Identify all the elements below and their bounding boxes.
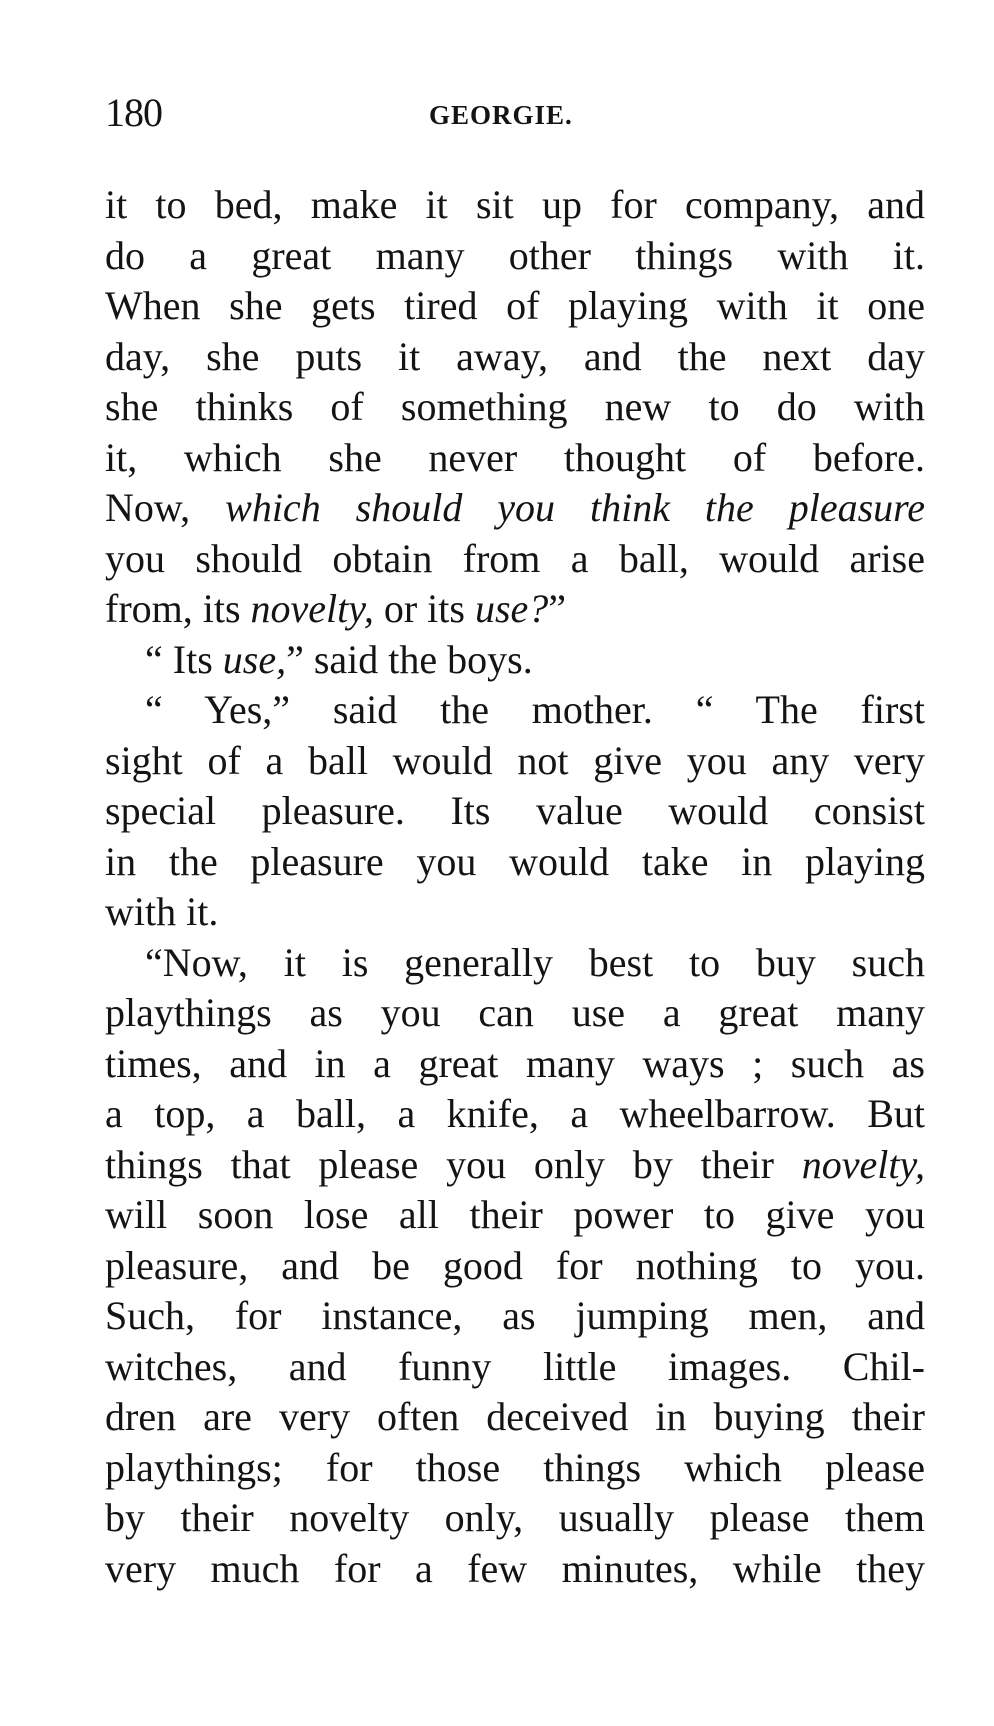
running-head: GEORGIE. (429, 100, 573, 130)
text-line: “ Yes,” said the mother. “ The first (145, 687, 925, 732)
text-line: “Now, it is generally best to buy such (145, 939, 925, 985)
text-line: a top, a ball, a knife, a wheelbarrow. But (105, 1091, 925, 1136)
text-line: sight of a ball would not give you any very (105, 737, 925, 783)
italic-text-run: novelty, (250, 586, 374, 631)
text-line: When she gets tired of playing with it one (105, 283, 925, 328)
text-run: ” (548, 586, 567, 631)
text-line: you should obtain from a ball, would arise (105, 535, 925, 581)
text-line: special pleasure. Its value would consist (105, 788, 925, 833)
text-run: Now, (105, 485, 226, 530)
italic-text-run: use? (474, 586, 549, 631)
text-line: witches, and funny little images. Chil- (105, 1343, 925, 1389)
text-line (105, 1140, 925, 1191)
page-number: 180 (105, 90, 162, 135)
text-line: with it. (105, 889, 219, 934)
text-line: in the pleasure you would take in playing (105, 838, 925, 884)
text-line (105, 483, 925, 534)
italic-text-run: novelty, (801, 1141, 925, 1187)
text-line: pleasure, and be good for nothing to you. (105, 1242, 925, 1288)
text-run: or its (373, 586, 475, 631)
body-text (105, 180, 925, 1594)
text-line: dren are very often deceived in buying their (105, 1394, 925, 1439)
text-line: do a great many other things with it. (105, 232, 925, 278)
text-run: things that please you only by their (105, 1141, 802, 1187)
text-line: by their novelty only, usually please them (105, 1495, 925, 1540)
text-run: ” said the boys. (286, 636, 533, 682)
text-line: playthings; for those things which please (105, 1444, 925, 1490)
text-line: will soon lose all their power to give you (105, 1192, 925, 1237)
text-line: day, she puts it away, and the next day (105, 333, 925, 379)
text-line (105, 635, 925, 686)
text-line: very much for a few minutes, while they (105, 1545, 925, 1591)
text-line (105, 584, 925, 635)
text-line: Such, for instance, as jumping men, and (105, 1293, 925, 1338)
text-run: “ Its (145, 636, 223, 682)
text-line: times, and in a great many ways ; such as (105, 1040, 925, 1086)
text-line: playthings as you can use a great many (105, 990, 925, 1035)
text-run: from, its (105, 586, 251, 631)
italic-text-run: which should you think the pleasure (225, 485, 925, 530)
text-line: it, which she never thought of before. (105, 434, 925, 480)
italic-text-run: use, (222, 636, 287, 682)
page-header (105, 88, 925, 138)
text-line: it to bed, make it sit up for company, and (105, 182, 925, 227)
text-line: she thinks of something new to do with (105, 384, 925, 429)
